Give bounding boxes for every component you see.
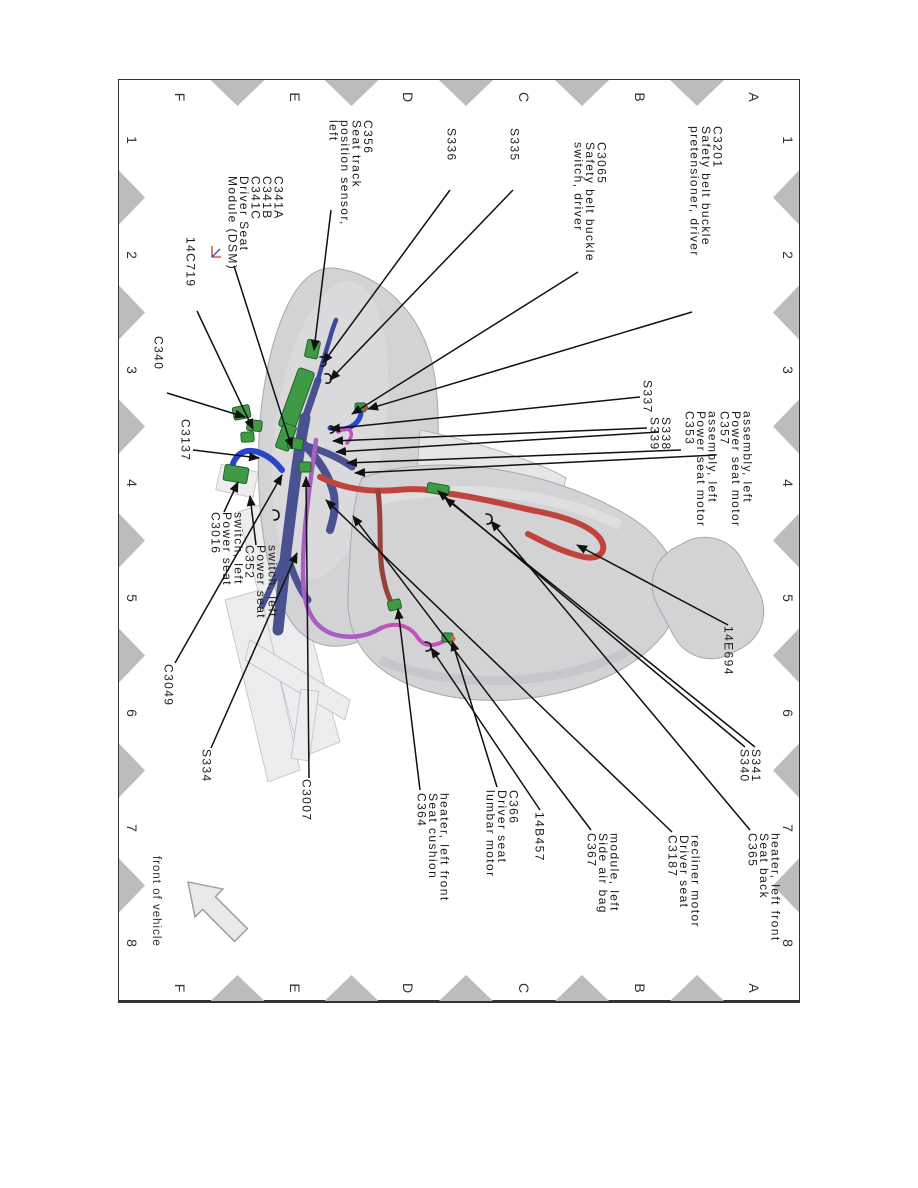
callout-14C719: 14C719 bbox=[183, 237, 198, 288]
callout-C3137: C3137 bbox=[178, 419, 193, 462]
connector-cluster-3 bbox=[241, 432, 255, 443]
callout-C367: C367 Side air bag module, left bbox=[584, 833, 622, 914]
grid-letter-bottom-B: B bbox=[632, 983, 648, 993]
callout-C340: C340 bbox=[151, 336, 166, 371]
grid-letter-bottom-A: A bbox=[746, 983, 762, 993]
callout-C366: C366 Driver seat lumbar motor bbox=[483, 790, 521, 878]
callout-S334: S334 bbox=[199, 749, 214, 783]
grid-number-right-5: 5 bbox=[780, 594, 796, 602]
grid-letter-top-A: A bbox=[746, 92, 762, 102]
grid-number-right-7: 7 bbox=[780, 824, 796, 832]
grid-letter-bottom-F: F bbox=[172, 983, 188, 993]
callout-C3201: C3201 Safety belt buckle pretensioner, driver bbox=[687, 126, 725, 257]
grid-number-left-2: 2 bbox=[124, 251, 140, 259]
leader-arrow-C340 bbox=[167, 393, 245, 417]
grid-number-right-4: 4 bbox=[780, 479, 796, 487]
callout-C357: C357 Power seat motor assembly, left bbox=[717, 411, 755, 528]
grid-number-right-6: 6 bbox=[780, 709, 796, 717]
front-of-vehicle-arrow bbox=[188, 882, 247, 941]
grid-letter-bottom-C: C bbox=[516, 982, 532, 994]
grid-letter-bottom-E: E bbox=[287, 983, 303, 993]
callout-S336: S336 bbox=[444, 128, 459, 162]
callout-C365: C365 Seat back heater, left front bbox=[745, 833, 783, 942]
callout-C352: C352 Power seat switch, left bbox=[242, 545, 280, 620]
grid-number-left-6: 6 bbox=[124, 709, 140, 717]
grid-number-right-8: 8 bbox=[780, 939, 796, 947]
grid-number-right-1: 1 bbox=[780, 136, 796, 144]
grid-letter-top-B: B bbox=[632, 92, 648, 102]
grid-number-left-7: 7 bbox=[124, 824, 140, 832]
callout-S335: S335 bbox=[507, 128, 522, 162]
callout-S337: S337 bbox=[640, 380, 655, 414]
grid-number-right-3: 3 bbox=[780, 366, 796, 374]
grid-number-left-4: 4 bbox=[124, 479, 140, 487]
callout-C353: C353 Power seat motor assembly, left bbox=[682, 411, 720, 528]
callout-C3049: C3049 bbox=[161, 664, 176, 707]
axis-marker bbox=[212, 246, 221, 257]
grid-letter-bottom-D: D bbox=[400, 982, 416, 994]
callout-14E694: 14E694 bbox=[721, 626, 736, 676]
callout-C356: C356 Seat track position sensor, left bbox=[326, 120, 375, 226]
connector-lumbar-tip bbox=[450, 636, 455, 641]
grid-number-left-1: 1 bbox=[124, 136, 140, 144]
grid-letter-top-E: E bbox=[287, 92, 303, 102]
grid-number-left-8: 8 bbox=[124, 939, 140, 947]
grid-number-left-5: 5 bbox=[124, 594, 140, 602]
front-of-vehicle-label: front of vehicle bbox=[150, 856, 162, 947]
callout-S340-S341: S340 S341 bbox=[737, 749, 763, 783]
callout-C3065: C3065 Safety belt buckle switch, driver bbox=[571, 142, 609, 262]
grid-letter-top-D: D bbox=[400, 91, 416, 103]
callout-C364: C364 Seat cushion heater, left front bbox=[414, 793, 452, 902]
callout-C3007: C3007 bbox=[299, 779, 314, 822]
callout-C341: C341A C341B C341C Driver Seat Module (DSM) bbox=[225, 176, 286, 271]
callout-14B457: 14B457 bbox=[532, 812, 547, 862]
callout-S338-S339: S338 S339 bbox=[647, 417, 673, 451]
grid-letter-top-F: F bbox=[172, 92, 188, 102]
grid-number-left-3: 3 bbox=[124, 366, 140, 374]
grid-number-right-2: 2 bbox=[780, 251, 796, 259]
connector-low bbox=[299, 462, 311, 472]
grid-letter-top-C: C bbox=[516, 91, 532, 103]
callout-C3187: C3187 Driver seat recliner motor bbox=[665, 835, 703, 928]
callout-C3016: C3016 Power seat switch, left bbox=[208, 512, 246, 587]
